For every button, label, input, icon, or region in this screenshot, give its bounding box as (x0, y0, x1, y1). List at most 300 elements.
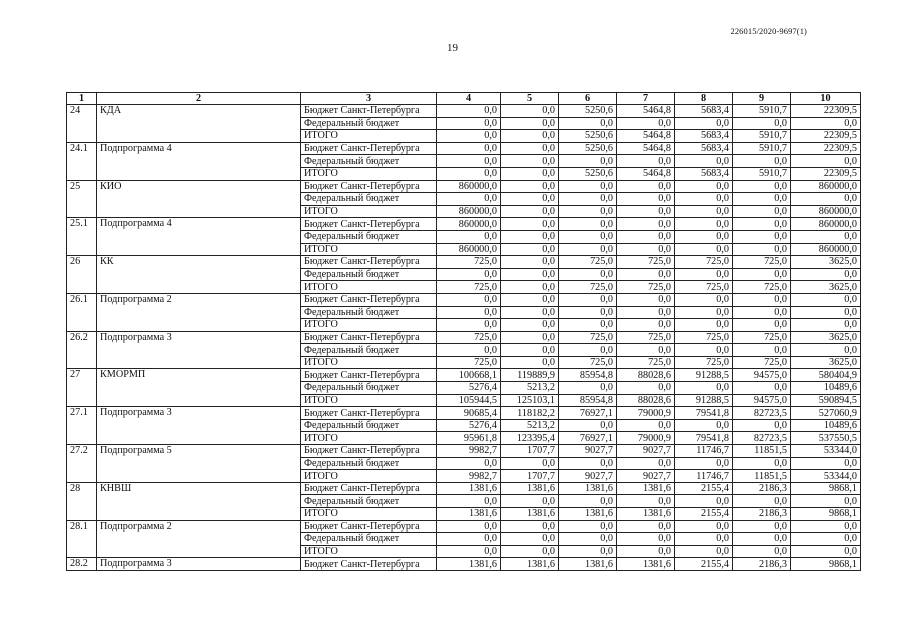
value-cell: 725,0 (559, 256, 617, 269)
value-cell: 0,0 (675, 193, 733, 206)
program-name-cell: Подпрограмма 3 (97, 558, 301, 571)
value-cell: 0,0 (501, 230, 559, 243)
total-value-cell: 22309,5 (791, 105, 861, 118)
value-cell: 0,0 (559, 319, 617, 332)
value-cell: 0,0 (675, 545, 733, 558)
value-cell: 0,0 (501, 457, 559, 470)
value-cell: 0,0 (501, 520, 559, 533)
funding-source-cell: ИТОГО (301, 205, 437, 218)
value-cell: 0,0 (501, 545, 559, 558)
value-cell: 5464,8 (617, 105, 675, 118)
value-cell: 0,0 (559, 205, 617, 218)
total-value-cell: 10489,6 (791, 419, 861, 432)
total-value-cell: 10489,6 (791, 382, 861, 395)
value-cell: 5213,2 (501, 382, 559, 395)
value-cell: 725,0 (437, 331, 501, 344)
value-cell: 0,0 (501, 256, 559, 269)
value-cell: 0,0 (559, 243, 617, 256)
value-cell: 0,0 (617, 520, 675, 533)
value-cell: 76927,1 (559, 432, 617, 445)
value-cell: 5464,8 (617, 167, 675, 180)
program-name-cell: Подпрограмма 4 (97, 218, 301, 256)
total-value-cell: 590894,5 (791, 394, 861, 407)
value-cell: 860000,0 (437, 180, 501, 193)
value-cell: 0,0 (501, 356, 559, 369)
value-cell: 0,0 (733, 457, 791, 470)
total-value-cell: 3625,0 (791, 331, 861, 344)
total-value-cell: 860000,0 (791, 180, 861, 193)
value-cell: 0,0 (733, 205, 791, 218)
row-number-cell: 24.1 (67, 142, 97, 180)
value-cell: 0,0 (617, 495, 675, 508)
total-value-cell: 860000,0 (791, 218, 861, 231)
program-name-cell: Подпрограмма 2 (97, 520, 301, 558)
value-cell: 0,0 (733, 117, 791, 130)
value-cell: 0,0 (733, 319, 791, 332)
row-number-cell: 27.2 (67, 445, 97, 483)
column-header: 10 (791, 93, 861, 105)
value-cell: 0,0 (617, 382, 675, 395)
value-cell: 76927,1 (559, 407, 617, 420)
value-cell: 0,0 (437, 293, 501, 306)
value-cell: 2155,4 (675, 558, 733, 571)
column-header: 3 (301, 93, 437, 105)
value-cell: 725,0 (733, 256, 791, 269)
total-value-cell: 0,0 (791, 495, 861, 508)
column-header: 6 (559, 93, 617, 105)
total-value-cell: 0,0 (791, 545, 861, 558)
value-cell: 0,0 (617, 117, 675, 130)
row-number-cell: 24 (67, 105, 97, 143)
funding-source-cell: Бюджет Санкт-Петербурга (301, 331, 437, 344)
table-body (67, 105, 861, 571)
funding-source-cell: Бюджет Санкт-Петербурга (301, 105, 437, 118)
row-number-cell: 28.1 (67, 520, 97, 558)
value-cell: 0,0 (559, 419, 617, 432)
value-cell: 0,0 (617, 319, 675, 332)
total-value-cell: 9868,1 (791, 508, 861, 521)
value-cell: 0,0 (437, 230, 501, 243)
total-value-cell: 527060,9 (791, 407, 861, 420)
column-header: 4 (437, 93, 501, 105)
row-number-cell: 26.1 (67, 293, 97, 331)
table-row (67, 293, 861, 306)
value-cell: 0,0 (437, 130, 501, 143)
value-cell: 105944,5 (437, 394, 501, 407)
total-value-cell: 3625,0 (791, 356, 861, 369)
value-cell: 88028,6 (617, 369, 675, 382)
value-cell: 0,0 (617, 419, 675, 432)
total-value-cell: 0,0 (791, 344, 861, 357)
program-name-cell: Подпрограмма 3 (97, 331, 301, 369)
value-cell: 0,0 (733, 495, 791, 508)
value-cell: 0,0 (559, 218, 617, 231)
row-number-cell: 26 (67, 256, 97, 294)
value-cell: 0,0 (559, 533, 617, 546)
total-value-cell: 0,0 (791, 306, 861, 319)
total-value-cell: 0,0 (791, 230, 861, 243)
value-cell: 0,0 (617, 293, 675, 306)
value-cell: 0,0 (559, 293, 617, 306)
value-cell: 5464,8 (617, 130, 675, 143)
table-row (67, 558, 861, 571)
value-cell: 725,0 (559, 281, 617, 294)
funding-source-cell: Федеральный бюджет (301, 155, 437, 168)
value-cell: 0,0 (501, 167, 559, 180)
value-cell: 5250,6 (559, 167, 617, 180)
budget-table (66, 92, 861, 571)
value-cell: 0,0 (437, 344, 501, 357)
value-cell: 0,0 (675, 293, 733, 306)
table-row (67, 445, 861, 458)
total-value-cell: 3625,0 (791, 256, 861, 269)
value-cell: 100668,1 (437, 369, 501, 382)
table-row (67, 180, 861, 193)
value-cell: 0,0 (675, 218, 733, 231)
column-header: 2 (97, 93, 301, 105)
value-cell: 0,0 (501, 243, 559, 256)
value-cell: 0,0 (501, 344, 559, 357)
total-value-cell: 0,0 (791, 117, 861, 130)
value-cell: 1381,6 (501, 482, 559, 495)
value-cell: 0,0 (733, 344, 791, 357)
value-cell: 90685,4 (437, 407, 501, 420)
value-cell: 79541,8 (675, 407, 733, 420)
value-cell: 5213,2 (501, 419, 559, 432)
value-cell: 0,0 (733, 545, 791, 558)
funding-source-cell: Федеральный бюджет (301, 230, 437, 243)
value-cell: 1381,6 (501, 508, 559, 521)
value-cell: 1381,6 (437, 508, 501, 521)
table-row (67, 331, 861, 344)
program-name-cell: КНВШ (97, 482, 301, 520)
value-cell: 0,0 (733, 306, 791, 319)
value-cell: 725,0 (559, 331, 617, 344)
value-cell: 0,0 (501, 180, 559, 193)
funding-source-cell: Федеральный бюджет (301, 382, 437, 395)
value-cell: 0,0 (559, 117, 617, 130)
value-cell: 1381,6 (559, 508, 617, 521)
value-cell: 0,0 (733, 230, 791, 243)
row-number-cell: 27.1 (67, 407, 97, 445)
total-value-cell: 0,0 (791, 533, 861, 546)
column-header: 8 (675, 93, 733, 105)
value-cell: 725,0 (675, 356, 733, 369)
value-cell: 0,0 (501, 293, 559, 306)
total-value-cell: 0,0 (791, 293, 861, 306)
funding-source-cell: Федеральный бюджет (301, 193, 437, 206)
value-cell: 0,0 (437, 545, 501, 558)
table-row (67, 407, 861, 420)
value-cell: 0,0 (559, 268, 617, 281)
value-cell: 0,0 (437, 457, 501, 470)
value-cell: 0,0 (501, 319, 559, 332)
total-value-cell: 53344,0 (791, 470, 861, 483)
total-value-cell: 53344,0 (791, 445, 861, 458)
value-cell: 0,0 (501, 155, 559, 168)
value-cell: 0,0 (437, 306, 501, 319)
value-cell: 0,0 (733, 533, 791, 546)
value-cell: 1381,6 (437, 558, 501, 571)
value-cell: 5276,4 (437, 382, 501, 395)
row-number-cell: 25.1 (67, 218, 97, 256)
value-cell: 0,0 (559, 180, 617, 193)
funding-source-cell: ИТОГО (301, 508, 437, 521)
column-header: 1 (67, 93, 97, 105)
value-cell: 0,0 (559, 382, 617, 395)
value-cell: 0,0 (675, 520, 733, 533)
value-cell: 0,0 (437, 105, 501, 118)
value-cell: 9982,7 (437, 470, 501, 483)
value-cell: 725,0 (617, 356, 675, 369)
value-cell: 0,0 (733, 243, 791, 256)
value-cell: 5910,7 (733, 142, 791, 155)
value-cell: 0,0 (733, 218, 791, 231)
value-cell: 2155,4 (675, 482, 733, 495)
value-cell: 94575,0 (733, 369, 791, 382)
value-cell: 5250,6 (559, 130, 617, 143)
value-cell: 1707,7 (501, 445, 559, 458)
value-cell: 9982,7 (437, 445, 501, 458)
value-cell: 0,0 (437, 193, 501, 206)
row-number-cell: 26.2 (67, 331, 97, 369)
total-value-cell: 0,0 (791, 193, 861, 206)
total-value-cell: 537550,5 (791, 432, 861, 445)
value-cell: 0,0 (675, 268, 733, 281)
value-cell: 725,0 (437, 281, 501, 294)
value-cell: 88028,6 (617, 394, 675, 407)
value-cell: 0,0 (617, 193, 675, 206)
value-cell: 0,0 (733, 180, 791, 193)
funding-source-cell: ИТОГО (301, 319, 437, 332)
funding-source-cell: ИТОГО (301, 167, 437, 180)
funding-source-cell: Бюджет Санкт-Петербурга (301, 369, 437, 382)
value-cell: 0,0 (559, 306, 617, 319)
value-cell: 5910,7 (733, 130, 791, 143)
table-row (67, 482, 861, 495)
value-cell: 725,0 (437, 256, 501, 269)
funding-source-cell: ИТОГО (301, 356, 437, 369)
value-cell: 5910,7 (733, 105, 791, 118)
value-cell: 0,0 (437, 142, 501, 155)
value-cell: 0,0 (559, 545, 617, 558)
value-cell: 0,0 (559, 495, 617, 508)
value-cell: 0,0 (675, 419, 733, 432)
value-cell: 9027,7 (617, 445, 675, 458)
value-cell: 0,0 (501, 268, 559, 281)
value-cell: 0,0 (675, 306, 733, 319)
column-header: 9 (733, 93, 791, 105)
value-cell: 725,0 (617, 331, 675, 344)
column-header: 5 (501, 93, 559, 105)
value-cell: 725,0 (617, 256, 675, 269)
total-value-cell: 22309,5 (791, 130, 861, 143)
value-cell: 0,0 (675, 205, 733, 218)
value-cell: 0,0 (675, 117, 733, 130)
value-cell: 725,0 (733, 331, 791, 344)
value-cell: 1707,7 (501, 470, 559, 483)
value-cell: 0,0 (501, 495, 559, 508)
table-row (67, 520, 861, 533)
value-cell: 725,0 (559, 356, 617, 369)
value-cell: 119889,9 (501, 369, 559, 382)
value-cell: 0,0 (559, 520, 617, 533)
value-cell: 11851,5 (733, 470, 791, 483)
value-cell: 0,0 (501, 205, 559, 218)
value-cell: 0,0 (675, 155, 733, 168)
value-cell: 0,0 (617, 243, 675, 256)
value-cell: 1381,6 (617, 482, 675, 495)
value-cell: 0,0 (559, 344, 617, 357)
value-cell: 0,0 (559, 155, 617, 168)
total-value-cell: 3625,0 (791, 281, 861, 294)
value-cell: 725,0 (675, 331, 733, 344)
value-cell: 0,0 (733, 268, 791, 281)
value-cell: 5683,4 (675, 167, 733, 180)
value-cell: 0,0 (617, 306, 675, 319)
row-number-cell: 28.2 (67, 558, 97, 571)
value-cell: 0,0 (501, 130, 559, 143)
funding-source-cell: Федеральный бюджет (301, 495, 437, 508)
value-cell: 11851,5 (733, 445, 791, 458)
value-cell: 0,0 (501, 105, 559, 118)
value-cell: 0,0 (675, 457, 733, 470)
value-cell: 5250,6 (559, 142, 617, 155)
table-row (67, 105, 861, 118)
value-cell: 123395,4 (501, 432, 559, 445)
program-name-cell: Подпрограмма 5 (97, 445, 301, 483)
value-cell: 725,0 (617, 281, 675, 294)
program-name-cell: КИО (97, 180, 301, 218)
value-cell: 0,0 (733, 293, 791, 306)
funding-source-cell: Федеральный бюджет (301, 344, 437, 357)
value-cell: 0,0 (617, 457, 675, 470)
funding-source-cell: Федеральный бюджет (301, 533, 437, 546)
value-cell: 1381,6 (437, 482, 501, 495)
value-cell: 118182,2 (501, 407, 559, 420)
value-cell: 95961,8 (437, 432, 501, 445)
value-cell: 0,0 (437, 319, 501, 332)
total-value-cell: 0,0 (791, 268, 861, 281)
value-cell: 0,0 (617, 218, 675, 231)
value-cell: 1381,6 (559, 558, 617, 571)
value-cell: 0,0 (501, 281, 559, 294)
value-cell: 85954,8 (559, 394, 617, 407)
column-header-row (67, 93, 861, 105)
document-id: 226015/2020-9697(1) (730, 26, 807, 36)
total-value-cell: 9868,1 (791, 558, 861, 571)
value-cell: 0,0 (501, 218, 559, 231)
program-name-cell: Подпрограмма 3 (97, 407, 301, 445)
table-row (67, 256, 861, 269)
value-cell: 0,0 (617, 180, 675, 193)
funding-source-cell: ИТОГО (301, 243, 437, 256)
funding-source-cell: ИТОГО (301, 394, 437, 407)
total-value-cell: 9868,1 (791, 482, 861, 495)
value-cell: 94575,0 (733, 394, 791, 407)
value-cell: 0,0 (437, 520, 501, 533)
funding-source-cell: ИТОГО (301, 432, 437, 445)
row-number-cell: 25 (67, 180, 97, 218)
total-value-cell: 860000,0 (791, 205, 861, 218)
funding-source-cell: ИТОГО (301, 545, 437, 558)
funding-source-cell: Бюджет Санкт-Петербурга (301, 218, 437, 231)
program-name-cell: КК (97, 256, 301, 294)
value-cell: 0,0 (617, 155, 675, 168)
value-cell: 0,0 (617, 230, 675, 243)
total-value-cell: 0,0 (791, 520, 861, 533)
total-value-cell: 580404,9 (791, 369, 861, 382)
value-cell: 0,0 (437, 268, 501, 281)
value-cell: 0,0 (675, 533, 733, 546)
program-name-cell: КДА (97, 105, 301, 143)
total-value-cell: 22309,5 (791, 167, 861, 180)
value-cell: 5683,4 (675, 130, 733, 143)
funding-source-cell: ИТОГО (301, 130, 437, 143)
column-header: 7 (617, 93, 675, 105)
value-cell: 9027,7 (559, 470, 617, 483)
funding-source-cell: Федеральный бюджет (301, 457, 437, 470)
value-cell: 0,0 (675, 495, 733, 508)
value-cell: 0,0 (617, 344, 675, 357)
value-cell: 79541,8 (675, 432, 733, 445)
program-name-cell: КМОРМП (97, 369, 301, 407)
value-cell: 0,0 (437, 155, 501, 168)
total-value-cell: 0,0 (791, 155, 861, 168)
value-cell: 0,0 (501, 117, 559, 130)
row-number-cell: 27 (67, 369, 97, 407)
value-cell: 11746,7 (675, 470, 733, 483)
value-cell: 0,0 (501, 193, 559, 206)
table-row (67, 369, 861, 382)
funding-source-cell: ИТОГО (301, 470, 437, 483)
value-cell: 2155,4 (675, 508, 733, 521)
value-cell: 0,0 (437, 533, 501, 546)
funding-source-cell: ИТОГО (301, 281, 437, 294)
value-cell: 2186,3 (733, 558, 791, 571)
program-name-cell: Подпрограмма 4 (97, 142, 301, 180)
value-cell: 0,0 (501, 142, 559, 155)
value-cell: 0,0 (675, 180, 733, 193)
funding-source-cell: Федеральный бюджет (301, 306, 437, 319)
value-cell: 5276,4 (437, 419, 501, 432)
value-cell: 82723,5 (733, 407, 791, 420)
total-value-cell: 860000,0 (791, 243, 861, 256)
value-cell: 1381,6 (559, 482, 617, 495)
value-cell: 725,0 (733, 356, 791, 369)
value-cell: 5683,4 (675, 142, 733, 155)
value-cell: 5910,7 (733, 167, 791, 180)
value-cell: 0,0 (733, 419, 791, 432)
value-cell: 91288,5 (675, 394, 733, 407)
value-cell: 0,0 (675, 319, 733, 332)
table-row (67, 218, 861, 231)
value-cell: 725,0 (675, 281, 733, 294)
value-cell: 860000,0 (437, 218, 501, 231)
funding-source-cell: Бюджет Санкт-Петербурга (301, 180, 437, 193)
value-cell: 0,0 (733, 520, 791, 533)
value-cell: 125103,1 (501, 394, 559, 407)
value-cell: 860000,0 (437, 243, 501, 256)
funding-source-cell: Бюджет Санкт-Петербурга (301, 256, 437, 269)
value-cell: 725,0 (675, 256, 733, 269)
funding-source-cell: Федеральный бюджет (301, 117, 437, 130)
value-cell: 0,0 (559, 457, 617, 470)
value-cell: 0,0 (559, 193, 617, 206)
value-cell: 725,0 (437, 356, 501, 369)
value-cell: 5464,8 (617, 142, 675, 155)
funding-source-cell: Бюджет Санкт-Петербурга (301, 558, 437, 571)
